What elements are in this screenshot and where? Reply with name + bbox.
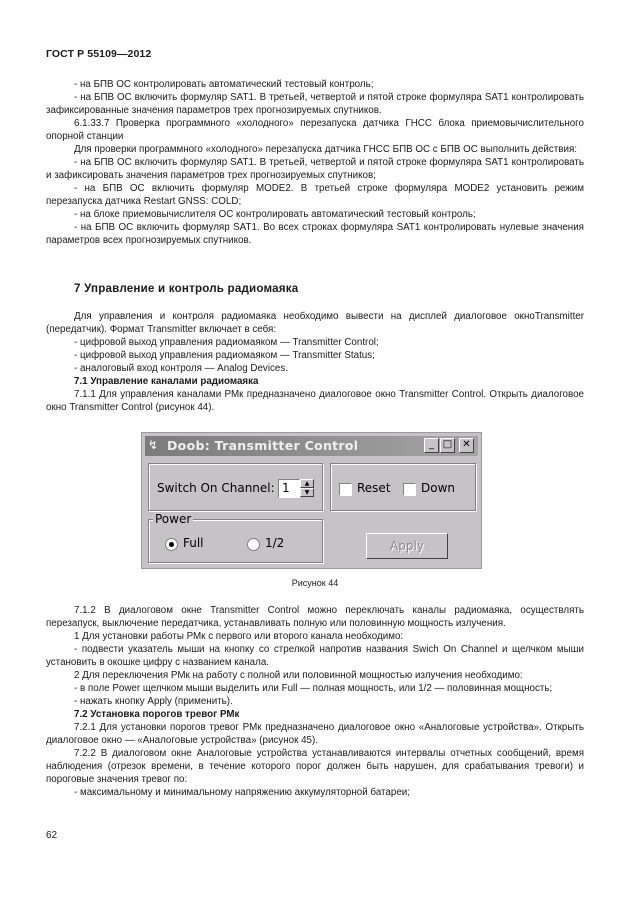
figure-caption: Рисунок 44 [291, 578, 339, 588]
apply-button[interactable]: Apply [366, 533, 448, 559]
paragraph: 7.1.1 Для управления каналами РМк предназначено диалоговое окно Transmitter Control. Открыть диалоговое окно Transmitter Control (рисунок 44). [46, 389, 584, 413]
list-item: - цифровой выход управления радиомаяком — Transmitter Control; [74, 337, 379, 348]
spin-down-icon[interactable]: ▼ [300, 488, 314, 497]
spin-up-icon[interactable]: ▲ [300, 479, 314, 488]
section7-text-block [46, 310, 584, 414]
paragraph: - на БПВ ОС включить формуляр MODE2. В третьей строке формуляра MODE2 установить режим перезапуска датчика Restart GNSS: COLD; [46, 183, 584, 207]
paragraph: - на БПВ ОС включить формуляр SAT1. В третьей, четвертой и пятой строке формуляра SAT1 контролировать зафиксированные значения параметров трех прогнозируемых спутников. [46, 92, 584, 116]
half-radio[interactable] [247, 538, 260, 551]
power-legend: Power [155, 512, 192, 526]
paragraph: 1 Для установки работы РМк с первого или второго канала необходимо: [74, 631, 404, 642]
paragraph: 2 Для переключения РМк на работу с полной или половинной мощностью излучения необходимо: [74, 670, 523, 681]
paragraph: - на БПВ ОС контролировать автоматический тестовый контроль; [74, 79, 374, 90]
paragraph: 7.1.2 В диалоговом окне Transmitter Control можно переключать каналы радиомаяка, осуществлять перезапуск, выключение передатчика, устанавливать полную или половинную мощность излучения. [46, 605, 584, 629]
options-group [330, 463, 476, 511]
paragraph: 7.2.1 Для установки порогов тревог РМк предназначено диалоговое окно «Аналоговые устройства». Открыть диалоговое окно — «Аналоговые устройства» (рисунок 45). [46, 722, 584, 746]
reset-checkbox[interactable] [339, 483, 352, 496]
paragraph: - нажать кнопку Apply (применить). [74, 696, 233, 707]
paragraph: Для управления и контроля радиомаяка необходимо вывести на дисплей диалоговое окноTransmitter (передатчик). Формат Transmitter включает в себя: [46, 311, 584, 335]
top-text-block [46, 78, 584, 247]
full-label: Full [183, 536, 204, 550]
paragraph: - максимальному и минимальному напряжению аккумуляторной батареи; [74, 787, 410, 798]
standard-header: ГОСТ Р 55109—2012 [46, 48, 152, 60]
down-label: Down [421, 481, 456, 495]
section-heading: 7 Управление и контроль радиомаяка [74, 282, 299, 295]
power-group [148, 512, 323, 563]
subsection-heading: 7.1 Управление каналами радиомаяка [74, 376, 259, 387]
reset-label: Reset [357, 481, 391, 495]
close-button[interactable]: ✕ [459, 438, 474, 453]
channel-spinner [300, 479, 314, 498]
paragraph: 7.2.2 В диалоговом окне Аналоговые устройства устанавливаются интервалы отчетных сообщений, время наблюдения (отрезок времени, в течение которого порог должен быть нарушен, для срабатывания тревоги) и пороговые значения тревог по: [46, 748, 584, 785]
paragraph: Для проверки программного «холодного» перезапуска датчика ГНСС БПВ ОС с БПВ ОС выполнить действия: [74, 144, 577, 155]
paragraph: - на БПВ ОС включить формуляр SAT1. Во всех строках формуляра SAT1 контролировать нулевые значения параметров всех прогнозируемых спутников. [46, 222, 584, 246]
bottom-text-block [46, 604, 584, 799]
list-item: - цифровой выход управления радиомаяком — Transmitter Status; [74, 350, 375, 361]
list-item: - аналоговый вход контроля — Analog Devices. [74, 363, 288, 374]
dialog-title: Doob: Transmitter Control [167, 438, 359, 453]
paragraph: - в поле Power щелчком мыши выделить или Full — полная мощность, или 1/2 — половинная мощность; [74, 683, 553, 694]
paragraph: - на блоке приемовычислителя ОС контролировать автоматический тестовый контроль; [74, 209, 476, 220]
channel-input[interactable]: 1 [278, 479, 300, 498]
maximize-button[interactable]: □ [440, 438, 455, 453]
subsection-heading: 7.2 Установка порогов тревог РМк [74, 709, 240, 720]
full-radio[interactable] [165, 538, 178, 551]
paragraph: - на БПВ ОС включить формуляр SAT1. В третьей, четвертой и пятой строке формуляра SAT1 контролировать и зафиксировать значения параметров трех прогнозируемых спутников; [46, 157, 584, 181]
switch-channel-label: Switch On Channel: [157, 481, 275, 495]
half-label: 1/2 [265, 536, 285, 550]
paragraph: - подвести указатель мыши на кнопку со стрелкой напротив названия Swich On Channel и щелчком мыши установить в окошке цифру с названием канала. [46, 644, 584, 668]
minimize-button[interactable]: _ [424, 438, 439, 453]
title-bar[interactable] [145, 436, 478, 456]
paragraph: 6.1.33.7 Проверка программного «холодного» перезапуска датчика ГНСС блока приемовычислительного опорной станции [46, 118, 584, 142]
down-checkbox[interactable] [403, 483, 416, 496]
page-number: 62 [46, 830, 58, 841]
app-icon: ↯ [148, 438, 159, 452]
transmitter-control-dialog [141, 432, 482, 569]
channel-group [148, 463, 323, 511]
